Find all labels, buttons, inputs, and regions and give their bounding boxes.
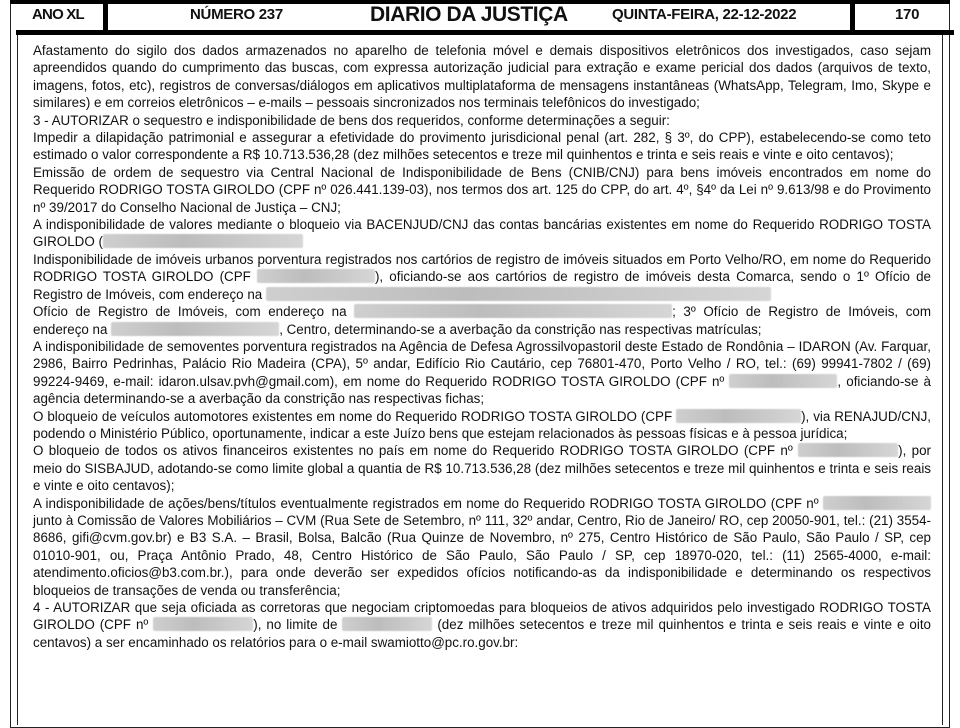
text-run: (dez milhões setecentos e treze mil quinhentos e trinta e seis reais e vinte e oito centavos) a ser encaminhado os relatórios para o e-mail swamiotto@pc.ro.gov.br:	[33, 617, 931, 650]
paragraph	[33, 251, 931, 338]
text-run: O bloqueio de veículos automotores existentes em nome do Requerido RODRIGO TOSTA GIROLDO (CPF	[33, 408, 677, 424]
redacted-text	[103, 234, 303, 248]
redacted-text	[153, 617, 253, 631]
text-run: junto à Comissão de Valores Mobiliários – CVM (Rua Sete de Setembro, nº 111, 32º andar, Centro, Rio de Janeiro/ RO, cep 20050-901, tel.: (21) 3554-8686, gifi@cvm.gov.br) e B3 S.A. – Brasil, Bolsa, Balcão (Rua Quinze de Novembro, nº 275, Centro Histórico de São Paulo, São Paulo / SP, cep 01010-901, ou, Praça Antônio Prado, 48, Centro Histórico de São Paulo, São Paulo / SP, cep 18970-020, tel.: (11) 2565-4000, e-mail: atendimento.oficios@b3.com.br.), para onde deverão ser expedidos ofícios notificando-as da indisponibilidade e determinando os respectivos bloqueios de transações de venda ou transferência;	[33, 512, 931, 598]
paragraph	[33, 338, 931, 408]
gazette-header	[10, 0, 950, 36]
redacted-text	[354, 304, 672, 318]
paragraph: Impedir a dilapidação patrimonial e assegurar a efetividade do provimento jurisdicional penal (art. 282, § 3º, do CPP), estabelecendo-se como teto estimado o valor correspondente a R$ 10.713.536,28 (dez milhões setecentos e treze mil quinhentos e trinta e seis reais e vinte e oito centavos);	[33, 130, 931, 163]
text-run: ), por meio do SISBAJUD, adotando-se como limite global a quantia de R$ 10.713.536,28 (dez milhões setecentos e treze mil quinhentos e trinta e seis reais e vinte e oito centavos);	[33, 443, 931, 494]
text-run: Indisponibilidade de imóveis urbanos porventura registrados nos cartórios de registro de imóveis situados em Porto Velho/RO, em nome do Requerido RODRIGO TOSTA GIROLDO (CPF	[33, 251, 931, 285]
edition-year: ANO XL	[32, 6, 84, 23]
paragraph	[33, 408, 931, 443]
issue-number: NÚMERO 237	[190, 6, 283, 23]
paragraph	[33, 442, 931, 494]
page-number: 170	[895, 6, 920, 23]
text-run: ), oficiando-se aos cartórios de registro de imóveis desta Comarca, sendo o 1º Ofício de Registro de Imóveis, com endereço na	[33, 269, 931, 302]
text-run: , oficiando-se à agência determinando-se a averbação da constrição nas respectivas fichas;	[33, 373, 931, 407]
redacted-text	[729, 374, 837, 388]
paragraph	[33, 495, 931, 599]
redacted-text	[257, 269, 375, 283]
article-body	[33, 42, 931, 651]
redacted-text	[823, 496, 931, 510]
text-run: ), no limite de	[253, 617, 343, 633]
text-run: ; 3º Ofício de Registro de Imóveis, com endereço na	[33, 304, 931, 337]
text-run: Ofício de Registro de Imóveis, com endereço na	[33, 304, 355, 320]
text-run: 4 - AUTORIZAR que seja oficiada as corretoras que negociam criptomoedas para bloqueios de ativos adquiridos pelo investigado RODRIGO TOSTA GIROLDO (CPF nº	[33, 600, 931, 633]
publication-title: DIARIO DA JUSTIÇA	[370, 3, 568, 26]
paragraph: Afastamento do sigilo dos dados armazenados no aparelho de telefonia móvel e demais dispositivos eletrônicos dos investigados, caso sejam apreendidos quando do cumprimento das buscas, com expressa autorização judicial para extração e exame pericial dos dados (arquivos de texto, imagens, fotos, etc), registros de conversas/diálogos em aplicativos multiplataforma de mensagens instantâneas (WhatsApp, Telegram, Imo, Skype e similares) e em correios eletrônicos – e-mails – pessoais sincronizados nos terminais telefônicos do investigado;	[33, 43, 931, 111]
text-run: O bloqueio de todos os ativos financeiros existentes no país em nome do Requerido RODRIGO TOSTA GIROLDO (CPF nº	[33, 443, 799, 459]
text-run: , Centro, determinando-se a averbação da constrição nas respectivas matrículas;	[279, 321, 762, 337]
text-run: A indisponibilidade de valores mediante o bloqueio via BACENJUD/CNJ das contas bancárias existentes em nome do Requerido RODRIGO TOSTA GIROLDO (	[33, 217, 931, 250]
text-run: A indisponibilidade de ações/bens/títulos eventualmente registrados em nome do Requerido RODRIGO TOSTA GIROLDO (CPF nº	[33, 495, 823, 511]
text-run: A indisponibilidade de semoventes porventura registrados na Agência de Defesa Agrossilvopastoril deste Estado de Rondônia – IDARON (Av. Farquar, 2986, Bairro Pedrinhas, Palácio Rio Madeira (CPA), 5º andar, Edifício Rio Cautário, cep 76801-470, Porto Velho / RO, tel.: (69) 99941-7802 / (69) 99224-9469, e-mail: idaron.ulsav.pvh@gmail.com), em nome do Requerido RODRIGO TOSTA GIROLDO (CPF nº	[33, 338, 931, 389]
redacted-text	[266, 287, 771, 301]
redacted-text	[798, 443, 898, 457]
paragraph: Emissão de ordem de sequestro via Central Nacional de Indisponibilidade de Bens (CNIB/CNJ) para bens imóveis encontrados em nome do Requerido RODRIGO TOSTA GIROLDO (CPF nº 026.441.139-03), nos termos dos art. 125 do CPP, do art. 4º, §4º da Lei nº 9.613/98 e do Provimento nº 39/2017 do Conselho Nacional de Justiça – CNJ;	[33, 164, 931, 215]
paragraph: 3 - AUTORIZAR o sequestro e indisponibilidade de bens dos requeridos, conforme determinações a seguir:	[33, 112, 670, 128]
publication-date: QUINTA-FEIRA, 22-12-2022	[612, 6, 797, 23]
redacted-text	[342, 617, 432, 631]
redacted-text	[676, 409, 801, 423]
paragraph	[33, 599, 931, 651]
text-run: ), via RENAJUD/CNJ, podendo o Ministério Público, oportunamente, indicar a este Juízo bens que estejam relacionados às pessoas físicas e à pessoa jurídica;	[33, 408, 931, 441]
redacted-text	[111, 322, 279, 336]
paragraph	[33, 216, 931, 251]
